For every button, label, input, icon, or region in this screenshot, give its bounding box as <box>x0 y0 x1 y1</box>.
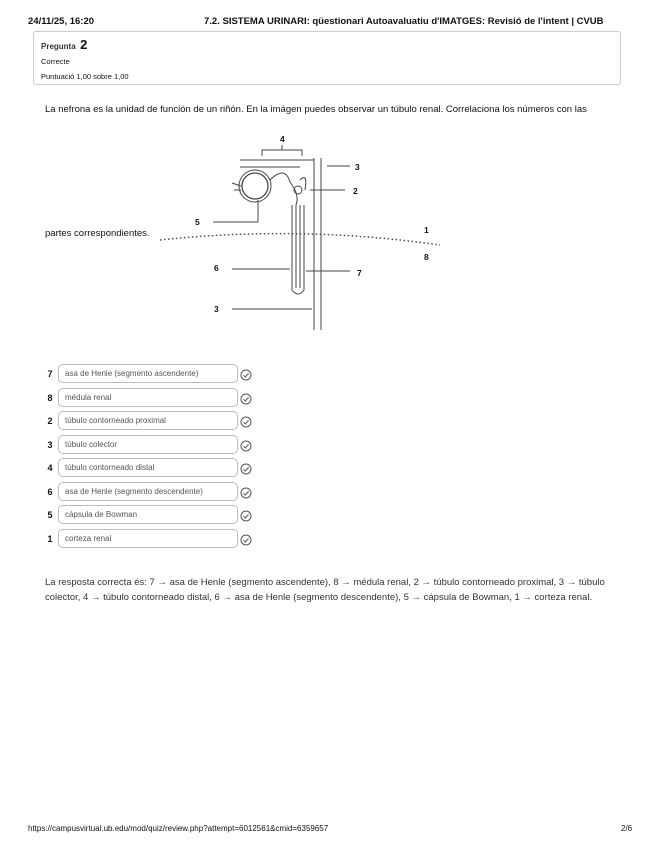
answer-number: 7 <box>47 369 53 379</box>
diagram-label-1: 1 <box>424 225 429 235</box>
check-circle-icon <box>240 439 252 457</box>
question-state: Correcte <box>41 57 70 66</box>
collecting-duct <box>314 158 321 330</box>
diagram-label-2: 2 <box>353 186 358 196</box>
answer-number: 1 <box>47 533 53 544</box>
proximal-tubule <box>270 173 306 205</box>
question-text-continued: partes correspondientes. <box>45 228 150 239</box>
answer-number: 3 <box>47 439 53 450</box>
glomerulus <box>242 173 268 199</box>
answer-select[interactable]: corteza renal <box>58 529 238 548</box>
answer-select[interactable]: túbulo contorneado proximal <box>58 411 238 430</box>
check-circle-icon <box>240 509 252 527</box>
diagram-label-6: 6 <box>214 263 219 273</box>
footer-page-number: 2/6 <box>621 824 633 833</box>
answer-select[interactable]: médula renal <box>58 388 238 407</box>
question-number-value: 2 <box>80 37 88 52</box>
distal-tubule <box>240 160 314 167</box>
diagram-label-5: 5 <box>195 217 200 227</box>
correct-answer-feedback: La resposta correcta és: 7 → asa de Henle (segmento ascendente), 8 → médula renal, 2 → túbulo contorneado proximal, 3 → túbulo colector, 4 → túbulo contorneado distal, 6 → asa de Henle (segmento descendente), 5 → cápsula de Bowman, 1 → corteza renal. <box>45 577 605 603</box>
check-circle-icon <box>240 368 252 386</box>
bowman-capsule <box>239 170 271 202</box>
answer-number: 8 <box>47 392 53 403</box>
answer-select[interactable]: túbulo colector <box>58 435 238 454</box>
diagram-label-8: 8 <box>424 252 429 262</box>
answer-number: 4 <box>47 463 53 473</box>
diagram-label-7: 7 <box>357 268 362 278</box>
page-title: 7.2. SISTEMA URINARI: qüestionari Autoavaluatiu d'IMATGES: Revisió de l'intent | CVUB <box>204 16 604 27</box>
diagram-label-4: 4 <box>280 134 285 144</box>
footer-url: https://campusvirtual.ub.edu/mod/quiz/review.php?attempt=6012561&cmid=6359657 <box>28 824 329 833</box>
bracket-4 <box>262 145 302 156</box>
answer-select[interactable]: asa de Henle (segmento ascendente) <box>58 364 238 383</box>
answer-select[interactable]: túbulo contorneado distal <box>58 458 238 477</box>
check-circle-icon <box>240 415 252 433</box>
check-circle-icon <box>240 533 252 551</box>
check-circle-icon <box>240 462 252 480</box>
question-grade: Puntuació 1,00 sobre 1,00 <box>41 72 129 81</box>
question-text: La nefrona es la unidad de función de un riñón. En la imágen puedes observar un túbulo renal. Correlaciona los números con las <box>45 104 587 115</box>
answer-number: 2 <box>47 416 53 426</box>
diagram-label-3-top: 3 <box>355 162 360 172</box>
answer-select[interactable]: asa de Henle (segmento descendente) <box>58 482 238 501</box>
question-label: Pregunta <box>41 42 76 51</box>
answer-number: 6 <box>47 486 53 497</box>
diagram-label-3-bottom: 3 <box>214 304 219 314</box>
check-circle-icon <box>240 486 252 504</box>
print-date: 24/11/25, 16:20 <box>28 16 95 27</box>
answer-number: 5 <box>47 510 53 520</box>
check-circle-icon <box>240 392 252 410</box>
loop-of-henle <box>292 205 304 294</box>
answer-select[interactable]: cápsula de Bowman <box>58 505 238 524</box>
